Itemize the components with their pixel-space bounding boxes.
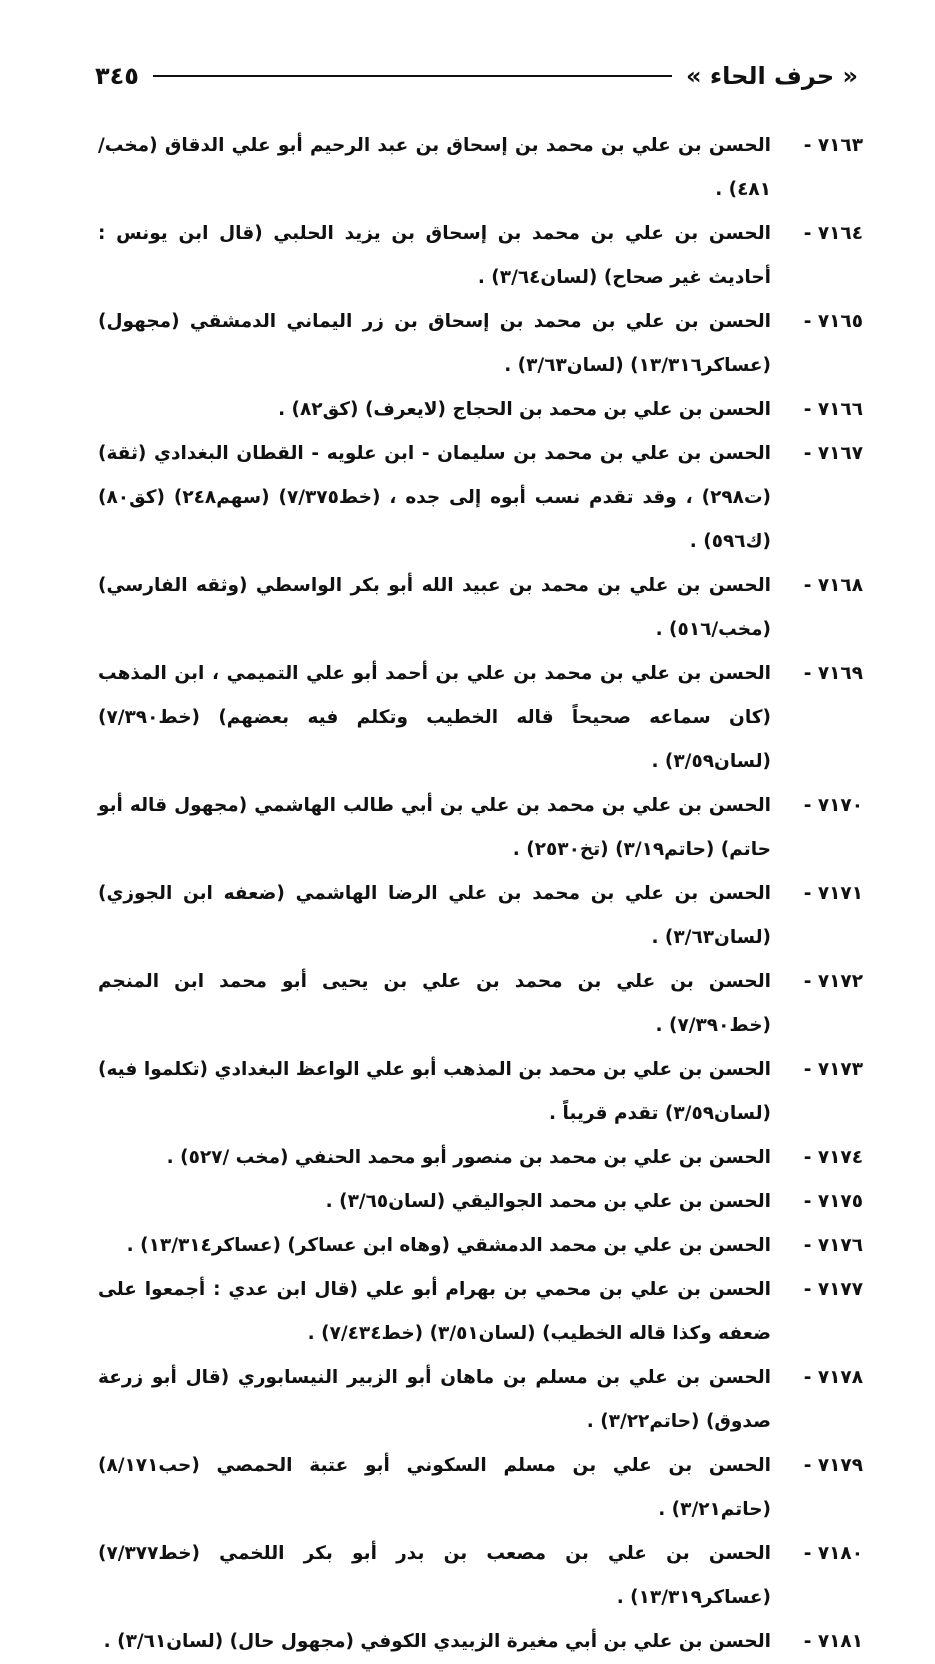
- entry-text: الحسن بن علي بن مسلم بن ماهان أبو الزبير النيسابوري (قال أبو زرعة صدوق) (حاتم٣/٢٢) .: [98, 1367, 771, 1432]
- entry-text: الحسن بن علي بن محمد الجواليقي (لسان٣/٦٥) .: [325, 1191, 771, 1212]
- entry-7165: [98, 300, 863, 388]
- entry-7169: [98, 652, 863, 784]
- entry-text: الحسن بن علي بن محمي بن بهرام أبو علي (قال ابن عدي : أجمعوا على ضعفه وكذا قاله الخطيب) (لسان٣/٥١) (خط٧/٤٣٤) .: [98, 1279, 771, 1344]
- entry-7171: [98, 872, 863, 960]
- page-number: ٣٤٥: [95, 62, 139, 90]
- entry-7166: [98, 388, 863, 432]
- entry-number: ٧١٦٦ -: [803, 399, 863, 420]
- header-title: « حرف الحاء »: [686, 62, 858, 90]
- entry-7170: [98, 784, 863, 872]
- entry-number: ٧١٨١ -: [803, 1631, 863, 1652]
- entry-7175: [98, 1180, 863, 1224]
- header-rule: [153, 75, 672, 77]
- entry-7168: [98, 564, 863, 652]
- page-header: [95, 56, 858, 96]
- entry-number: ٧١٧٤ -: [803, 1147, 863, 1168]
- entry-text: الحسن بن علي بن مسلم السكوني أبو عتبة الحمصي (حب٨/١٧١) (حاتم٣/٢١) .: [98, 1455, 771, 1520]
- entry-text: الحسن بن علي بن أبي مغيرة الزبيدي الكوفي (مجهول حال) (لسان٣/٦١) .: [103, 1631, 771, 1652]
- entry-text: الحسن بن علي بن محمد بن علي بن أحمد أبو علي التميمي ، ابن المذهب (كان سماعه صحيحاً قاله الخطيب وتكلم فيه بعضهم) (خط٧/٣٩٠) (لسان٣/٥٩) .: [98, 663, 771, 772]
- entry-number: ٧١٧٣ -: [803, 1059, 863, 1080]
- entry-number: ٧١٧٠ -: [803, 795, 863, 816]
- entry-number: ٧١٧٨ -: [803, 1367, 863, 1388]
- entry-text: الحسن بن علي بن محمد بن إسحاق بن عبد الرحيم أبو علي الدقاق (مخب/٤٨١) .: [98, 135, 771, 200]
- entry-text: الحسن بن علي بن محمد بن علي الرضا الهاشمي (ضعفه ابن الجوزي) (لسان٣/٦٣) .: [98, 883, 771, 948]
- entry-text: الحسن بن علي بن محمد بن إسحاق بن زر اليماني الدمشقي (مجهول) (عساكر١٣/٣١٦) (لسان٣/٦٣) .: [98, 311, 771, 376]
- entry-number: ٧١٧٩ -: [803, 1455, 863, 1476]
- entry-7181: [98, 1620, 863, 1664]
- entry-text: الحسن بن علي بن محمد بن الحجاج (لايعرف) (كق٨٢) .: [278, 399, 771, 420]
- entry-text: الحسن بن علي بن محمد بن المذهب أبو علي الواعظ البغدادي (تكلموا فيه) (لسان٣/٥٩) تقدم قريباً .: [98, 1059, 771, 1124]
- entry-number: ٧١٦٩ -: [803, 663, 863, 684]
- entry-text: الحسن بن علي بن محمد بن علي بن يحيى أبو محمد ابن المنجم (خط٧/٣٩٠) .: [98, 971, 771, 1036]
- entry-7173: [98, 1048, 863, 1136]
- entry-number: ٧١٦٣ -: [803, 135, 863, 156]
- entry-number: ٧١٨٠ -: [803, 1543, 863, 1564]
- entry-7176: [98, 1224, 863, 1268]
- entry-text: الحسن بن علي بن محمد الدمشقي (وهاه ابن عساكر) (عساكر١٣/٣١٤) .: [126, 1235, 771, 1256]
- entry-7164: [98, 212, 863, 300]
- entry-text: الحسن بن علي بن محمد بن علي بن أبي طالب الهاشمي (مجهول قاله أبو حاتم) (حاتم٣/١٩) (تخ٢٥٣٠) .: [98, 795, 771, 860]
- entry-number: ٧١٦٨ -: [803, 575, 863, 596]
- entry-number: ٧١٧٢ -: [803, 971, 863, 992]
- entry-7167: [98, 432, 863, 564]
- entry-7163: [98, 124, 863, 212]
- entry-number: ٧١٧١ -: [803, 883, 863, 904]
- entry-number: ٧١٧٧ -: [803, 1279, 863, 1300]
- entry-number: ٧١٧٦ -: [803, 1235, 863, 1256]
- entry-text: الحسن بن علي بن محمد بن سليمان - ابن علويه - القطان البغدادي (ثقة) (ت٢٩٨) ، وقد تقدم نسب أبوه إلى جده ، (خط٧/٣٧٥) (سهم٢٤٨) (كق٨٠) (ك٥٩٦) .: [98, 443, 771, 552]
- entry-text: الحسن بن علي بن محمد بن منصور أبو محمد الحنفي (مخب /٥٢٧) .: [166, 1147, 771, 1168]
- entry-text: الحسن بن علي بن محمد بن عبيد الله أبو بكر الواسطي (وثقه الفارسي) (مخب/٥١٦) .: [98, 575, 771, 640]
- entry-number: ٧١٧٥ -: [803, 1191, 863, 1212]
- entry-7178: [98, 1356, 863, 1444]
- entry-number: ٧١٦٧ -: [803, 443, 863, 464]
- entry-7180: [98, 1532, 863, 1620]
- entry-text: الحسن بن علي بن محمد بن إسحاق بن يزيد الحلبي (قال ابن يونس : أحاديث غير صحاح) (لسان٣/٦٤) .: [98, 223, 771, 288]
- entry-number: ٧١٦٤ -: [803, 223, 863, 244]
- entry-7174: [98, 1136, 863, 1180]
- entry-7177: [98, 1268, 863, 1356]
- entry-7172: [98, 960, 863, 1048]
- entry-7179: [98, 1444, 863, 1532]
- entry-text: الحسن بن علي بن مصعب بن بدر أبو بكر اللخمي (خط٧/٣٧٧) (عساكر١٣/٣١٩) .: [98, 1543, 771, 1608]
- entry-number: ٧١٦٥ -: [803, 311, 863, 332]
- entry-list: [98, 124, 863, 1664]
